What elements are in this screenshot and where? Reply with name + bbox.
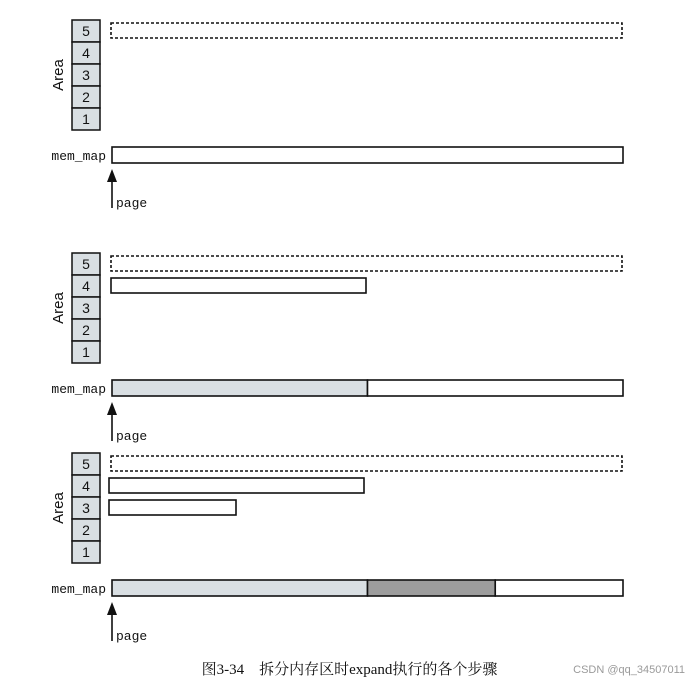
mem-map-segment [112, 580, 368, 596]
mem-map-segment [112, 380, 368, 396]
area-label: Area [50, 292, 67, 324]
area-cell-number: 1 [82, 111, 90, 127]
page-pointer-arrowhead [107, 169, 117, 182]
panel-2 [50, 253, 623, 444]
mem-map-segment [495, 580, 623, 596]
area-cell-number: 4 [82, 478, 90, 494]
free-block-order-5 [111, 23, 622, 38]
mem-map-segment [368, 380, 624, 396]
free-block-order-3 [109, 500, 236, 515]
mem-map-label: mem_map [51, 582, 106, 597]
panel-3 [50, 453, 623, 644]
area-cell-number: 5 [82, 256, 90, 272]
page-pointer-arrowhead [107, 402, 117, 415]
mem-map-label: mem_map [51, 382, 106, 397]
figure-caption: 图3-34 拆分内存区时expand执行的各个步骤 [201, 662, 498, 678]
area-cell-number: 3 [82, 300, 90, 316]
area-cell-number: 1 [82, 344, 90, 360]
area-cell-number: 2 [82, 522, 90, 538]
area-cell-number: 4 [82, 278, 90, 294]
free-block-order-5 [111, 256, 622, 271]
mem-map-label: mem_map [51, 149, 106, 164]
area-cell-number: 5 [82, 456, 90, 472]
area-cell-number: 2 [82, 322, 90, 338]
area-cell-number: 1 [82, 544, 90, 560]
page-pointer-label: page [116, 629, 148, 644]
csdn-watermark: CSDN @qq_34507011 [573, 664, 685, 676]
area-label: Area [50, 492, 67, 524]
area-cell-number: 5 [82, 23, 90, 39]
page-pointer-label: page [116, 196, 148, 211]
area-label: Area [50, 59, 67, 91]
page-pointer-label: page [116, 429, 148, 444]
area-cell-number: 3 [82, 67, 90, 83]
free-block-order-4 [111, 278, 366, 293]
area-cell-number: 4 [82, 45, 90, 61]
area-cell-number: 2 [82, 89, 90, 105]
free-block-order-5 [111, 456, 622, 471]
mem-map-segment [112, 147, 623, 163]
panel-1 [50, 20, 623, 211]
area-cell-number: 3 [82, 500, 90, 516]
mem-map-segment [368, 580, 496, 596]
free-block-order-4 [109, 478, 364, 493]
page-pointer-arrowhead [107, 602, 117, 615]
